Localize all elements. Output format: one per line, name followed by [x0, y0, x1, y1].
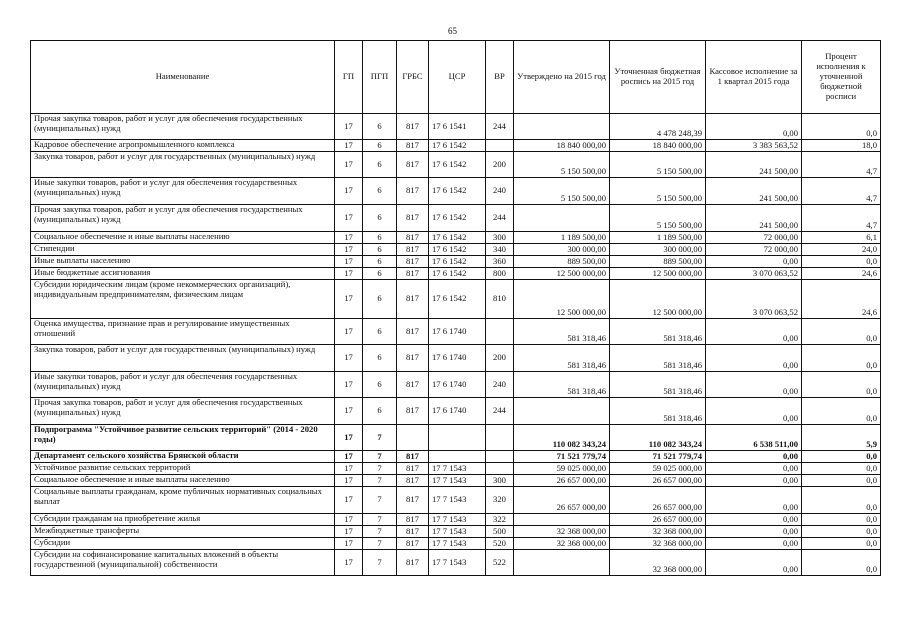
table-cell-vr: 300 [486, 232, 514, 244]
table-cell-csr: 17 6 1542 [429, 244, 486, 256]
table-cell-percent: 0,0 [802, 487, 881, 514]
table-cell-name: Иные выплаты населению [31, 256, 335, 268]
table-cell-gp: 17 [335, 140, 363, 152]
table-cell-refined: 59 025 000,00 [610, 463, 706, 475]
table-cell-percent: 4,7 [802, 205, 881, 232]
table-cell-pgp: 6 [363, 372, 397, 398]
table-cell-percent: 4,7 [802, 152, 881, 178]
table-row [31, 319, 881, 345]
table-cell-name: Прочая закупка товаров, работ и услуг для обеспечения государственных (муниципальных) нужд [31, 205, 335, 232]
table-cell-pgp: 6 [363, 280, 397, 319]
table-cell-csr: 17 6 1542 [429, 178, 486, 205]
table-cell-grbs: 817 [397, 345, 429, 372]
table-cell-grbs: 817 [397, 205, 429, 232]
table-cell-cash: 0,00 [706, 475, 802, 487]
table-cell-percent: 0,0 [802, 475, 881, 487]
table-cell-csr [429, 451, 486, 463]
table-cell-vr: 244 [486, 114, 514, 140]
table-cell-refined: 581 318,46 [610, 345, 706, 372]
table-row [31, 463, 881, 475]
table-cell-percent: 0,0 [802, 319, 881, 345]
table-cell-refined: 4 478 248,39 [610, 114, 706, 140]
table-cell-pgp: 7 [363, 475, 397, 487]
table-cell-gp: 17 [335, 463, 363, 475]
table-cell-refined: 300 000,00 [610, 244, 706, 256]
table-cell-refined: 32 368 000,00 [610, 526, 706, 538]
table-cell-gp: 17 [335, 538, 363, 550]
table-cell-approved: 59 025 000,00 [514, 463, 610, 475]
table-cell-vr: 240 [486, 372, 514, 398]
table-cell-vr: 810 [486, 280, 514, 319]
table-cell-name: Субсидии на софинансирование капитальных вложений в объекты государственной (муниципальной) собственности [31, 550, 335, 576]
table-cell-pgp: 6 [363, 319, 397, 345]
table-cell-percent: 4,7 [802, 178, 881, 205]
table-cell-name: Социальное обеспечение и иные выплаты населению [31, 475, 335, 487]
table-cell-vr: 244 [486, 398, 514, 425]
table-cell-vr: 200 [486, 152, 514, 178]
table-cell-gp: 17 [335, 451, 363, 463]
table-cell-cash: 72 000,00 [706, 232, 802, 244]
table-cell-refined: 1 189 500,00 [610, 232, 706, 244]
table-cell-csr: 17 7 1543 [429, 475, 486, 487]
table-cell-cash: 0,00 [706, 398, 802, 425]
table-cell-vr [486, 463, 514, 475]
table-cell-vr: 320 [486, 487, 514, 514]
table-cell-pgp: 7 [363, 526, 397, 538]
table-row [31, 398, 881, 425]
table-cell-approved: 18 840 000,00 [514, 140, 610, 152]
table-cell-cash: 241 500,00 [706, 152, 802, 178]
table-cell-vr: 240 [486, 178, 514, 205]
table-cell-cash: 3 070 063,52 [706, 268, 802, 280]
table-cell-gp: 17 [335, 345, 363, 372]
header-grbs: ГРБС [397, 41, 429, 114]
table-cell-refined: 12 500 000,00 [610, 268, 706, 280]
table-cell-grbs: 817 [397, 280, 429, 319]
table-cell-refined: 581 318,46 [610, 398, 706, 425]
table-cell-approved: 110 082 343,24 [514, 425, 610, 451]
table-cell-vr [486, 451, 514, 463]
table-cell-gp: 17 [335, 398, 363, 425]
table-cell-percent: 0,0 [802, 345, 881, 372]
header-name: Наименование [31, 41, 335, 114]
table-cell-csr: 17 6 1740 [429, 398, 486, 425]
table-cell-name: Подпрограмма "Устойчивое развитие сельских территорий" (2014 - 2020 годы) [31, 425, 335, 451]
table-cell-vr: 322 [486, 514, 514, 526]
table-row [31, 268, 881, 280]
table-row [31, 178, 881, 205]
table-cell-percent: 0,0 [802, 451, 881, 463]
table-cell-vr: 300 [486, 475, 514, 487]
table-cell-approved: 12 500 000,00 [514, 280, 610, 319]
table-cell-grbs: 817 [397, 178, 429, 205]
table-row [31, 205, 881, 232]
table-cell-pgp: 6 [363, 232, 397, 244]
table-cell-gp: 17 [335, 268, 363, 280]
table-cell-refined: 889 500,00 [610, 256, 706, 268]
table-cell-gp: 17 [335, 205, 363, 232]
table-cell-pgp: 6 [363, 244, 397, 256]
table-cell-refined: 71 521 779,74 [610, 451, 706, 463]
table-cell-name: Департамент сельского хозяйства Брянской области [31, 451, 335, 463]
table-cell-refined: 5 150 500,00 [610, 205, 706, 232]
table-cell-percent: 24,0 [802, 244, 881, 256]
table-cell-name: Устойчивое развитие сельских территорий [31, 463, 335, 475]
table-cell-percent: 6,1 [802, 232, 881, 244]
table-cell-csr: 17 6 1542 [429, 152, 486, 178]
table-cell-grbs: 817 [397, 114, 429, 140]
table-cell-grbs: 817 [397, 319, 429, 345]
table-cell-pgp: 7 [363, 538, 397, 550]
table-cell-percent: 0,0 [802, 526, 881, 538]
table-cell-name: Социальные выплаты гражданам, кроме публичных нормативных социальных выплат [31, 487, 335, 514]
table-cell-gp: 17 [335, 425, 363, 451]
table-cell-grbs: 817 [397, 463, 429, 475]
table-cell-percent: 0,0 [802, 514, 881, 526]
table-cell-refined: 32 368 000,00 [610, 550, 706, 576]
table-cell-approved: 581 318,46 [514, 372, 610, 398]
table-row [31, 232, 881, 244]
table-cell-grbs: 817 [397, 256, 429, 268]
table-cell-pgp: 6 [363, 205, 397, 232]
header-cash: Кассовое исполнение за 1 квартал 2015 года [706, 41, 802, 114]
table-row [31, 526, 881, 538]
table-cell-vr: 244 [486, 205, 514, 232]
table-cell-csr: 17 6 1541 [429, 114, 486, 140]
table-cell-vr: 340 [486, 244, 514, 256]
table-cell-gp: 17 [335, 114, 363, 140]
table-cell-refined: 26 657 000,00 [610, 487, 706, 514]
table-cell-csr [429, 425, 486, 451]
table-cell-name: Иные закупки товаров, работ и услуг для обеспечения государственных (муниципальных) нужд [31, 372, 335, 398]
table-cell-grbs: 817 [397, 372, 429, 398]
table-cell-percent: 0,0 [802, 114, 881, 140]
table-row [31, 451, 881, 463]
table-cell-approved: 26 657 000,00 [514, 487, 610, 514]
table-header-row [31, 41, 881, 114]
table-row [31, 114, 881, 140]
table-cell-gp: 17 [335, 526, 363, 538]
header-approved: Утверждено на 2015 год [514, 41, 610, 114]
table-cell-pgp: 7 [363, 550, 397, 576]
table-cell-cash: 0,00 [706, 550, 802, 576]
table-cell-refined: 12 500 000,00 [610, 280, 706, 319]
table-cell-csr: 17 6 1542 [429, 268, 486, 280]
table-cell-percent: 24,6 [802, 268, 881, 280]
table-cell-approved: 889 500,00 [514, 256, 610, 268]
table-cell-refined: 5 150 500,00 [610, 152, 706, 178]
table-cell-refined: 110 082 343,24 [610, 425, 706, 451]
table-cell-name: Иные бюджетные ассигнования [31, 268, 335, 280]
table-row [31, 256, 881, 268]
table-cell-name: Межбюджетные трансферты [31, 526, 335, 538]
table-cell-pgp: 6 [363, 114, 397, 140]
table-cell-gp: 17 [335, 256, 363, 268]
table-cell-csr: 17 7 1543 [429, 526, 486, 538]
table-cell-percent: 0,0 [802, 372, 881, 398]
table-row [31, 280, 881, 319]
table-row [31, 475, 881, 487]
budget-table [30, 40, 881, 576]
table-cell-grbs: 817 [397, 550, 429, 576]
table-cell-name: Стипендии [31, 244, 335, 256]
table-cell-name: Субсидии юридическим лицам (кроме некоммерческих организаций), индивидуальным предпринимателям, физическим лицам [31, 280, 335, 319]
table-cell-cash: 0,00 [706, 526, 802, 538]
table-cell-csr: 17 7 1543 [429, 487, 486, 514]
table-cell-approved: 71 521 779,74 [514, 451, 610, 463]
table-cell-csr: 17 6 1542 [429, 140, 486, 152]
table-cell-grbs: 817 [397, 152, 429, 178]
table-cell-pgp: 7 [363, 514, 397, 526]
table-cell-cash: 0,00 [706, 538, 802, 550]
header-gp: ГП [335, 41, 363, 114]
table-row [31, 372, 881, 398]
table-cell-cash: 0,00 [706, 114, 802, 140]
table-cell-percent: 5,9 [802, 425, 881, 451]
table-cell-percent: 18,0 [802, 140, 881, 152]
table-cell-name: Прочая закупка товаров, работ и услуг для обеспечения государственных (муниципальных) нужд [31, 114, 335, 140]
table-cell-gp: 17 [335, 475, 363, 487]
table-cell-pgp: 7 [363, 425, 397, 451]
table-cell-cash: 72 000,00 [706, 244, 802, 256]
table-cell-csr: 17 6 1542 [429, 205, 486, 232]
table-cell-approved: 1 189 500,00 [514, 232, 610, 244]
table-cell-pgp: 7 [363, 463, 397, 475]
table-cell-pgp: 6 [363, 178, 397, 205]
table-cell-pgp: 7 [363, 487, 397, 514]
table-cell-percent: 24,6 [802, 280, 881, 319]
page-number: 65 [448, 26, 457, 36]
table-cell-gp: 17 [335, 514, 363, 526]
table-cell-grbs: 817 [397, 451, 429, 463]
table-cell-vr: 522 [486, 550, 514, 576]
table-cell-grbs: 817 [397, 268, 429, 280]
table-cell-cash: 3 070 063,52 [706, 280, 802, 319]
table-cell-csr: 17 6 1542 [429, 232, 486, 244]
table-cell-refined: 26 657 000,00 [610, 475, 706, 487]
table-cell-approved [514, 514, 610, 526]
table-cell-name: Субсидии [31, 538, 335, 550]
table-cell-gp: 17 [335, 232, 363, 244]
table-cell-approved [514, 398, 610, 425]
table-cell-pgp: 7 [363, 451, 397, 463]
table-cell-cash: 0,00 [706, 345, 802, 372]
table-cell-cash: 241 500,00 [706, 178, 802, 205]
table-row [31, 140, 881, 152]
table-cell-approved: 5 150 500,00 [514, 152, 610, 178]
table-cell-csr: 17 7 1543 [429, 550, 486, 576]
table-cell-refined: 581 318,46 [610, 372, 706, 398]
table-cell-csr: 17 6 1740 [429, 372, 486, 398]
table-cell-gp: 17 [335, 372, 363, 398]
table-row [31, 514, 881, 526]
table-cell-approved [514, 114, 610, 140]
table-cell-cash: 0,00 [706, 256, 802, 268]
table-cell-name: Социальное обеспечение и иные выплаты населению [31, 232, 335, 244]
table-cell-name: Субсидии гражданам на приобретение жилья [31, 514, 335, 526]
table-cell-approved: 5 150 500,00 [514, 178, 610, 205]
table-cell-name: Закупка товаров, работ и услуг для государственных (муниципальных) нужд [31, 345, 335, 372]
table-cell-grbs: 817 [397, 526, 429, 538]
table-cell-pgp: 6 [363, 345, 397, 372]
table-cell-csr: 17 7 1543 [429, 538, 486, 550]
table-cell-cash: 0,00 [706, 451, 802, 463]
header-percent: Процент исполнения к уточненной бюджетной росписи [802, 41, 881, 114]
table-cell-grbs: 817 [397, 398, 429, 425]
table-cell-name: Иные закупки товаров, работ и услуг для обеспечения государственных (муниципальных) нужд [31, 178, 335, 205]
table-cell-vr [486, 140, 514, 152]
table-cell-name: Оценка имущества, признание прав и регулирование имущественных отношений [31, 319, 335, 345]
table-cell-gp: 17 [335, 487, 363, 514]
table-cell-refined: 18 840 000,00 [610, 140, 706, 152]
table-cell-csr: 17 6 1542 [429, 280, 486, 319]
header-vr: ВР [486, 41, 514, 114]
table-body [31, 114, 881, 576]
table-cell-approved: 300 000,00 [514, 244, 610, 256]
table-cell-cash: 3 383 563,52 [706, 140, 802, 152]
table-cell-approved: 32 368 000,00 [514, 526, 610, 538]
table-cell-pgp: 6 [363, 268, 397, 280]
table-cell-pgp: 6 [363, 140, 397, 152]
table-cell-gp: 17 [335, 319, 363, 345]
table-cell-name: Кадровое обеспечение агропромышленного комплекса [31, 140, 335, 152]
table-cell-gp: 17 [335, 550, 363, 576]
table-cell-gp: 17 [335, 178, 363, 205]
table-cell-vr [486, 425, 514, 451]
table-cell-refined: 32 368 000,00 [610, 538, 706, 550]
table-cell-gp: 17 [335, 152, 363, 178]
table-cell-approved [514, 550, 610, 576]
table-cell-vr: 200 [486, 345, 514, 372]
table-cell-vr [486, 319, 514, 345]
table-cell-csr: 17 7 1543 [429, 463, 486, 475]
table-row [31, 425, 881, 451]
table-cell-csr: 17 7 1543 [429, 514, 486, 526]
table-cell-grbs: 817 [397, 538, 429, 550]
table-row [31, 550, 881, 576]
table-cell-percent: 0,0 [802, 256, 881, 268]
table-cell-cash: 0,00 [706, 463, 802, 475]
table-row [31, 152, 881, 178]
table-cell-approved: 581 318,46 [514, 345, 610, 372]
table-cell-pgp: 6 [363, 256, 397, 268]
table-cell-cash: 0,00 [706, 372, 802, 398]
table-cell-name: Прочая закупка товаров, работ и услуг для обеспечения государственных (муниципальных) нужд [31, 398, 335, 425]
table-cell-csr: 17 6 1740 [429, 319, 486, 345]
table-cell-approved: 581 318,46 [514, 319, 610, 345]
table-cell-cash: 0,00 [706, 487, 802, 514]
table-row [31, 244, 881, 256]
table-cell-grbs: 817 [397, 475, 429, 487]
table-cell-name: Закупка товаров, работ и услуг для государственных (муниципальных) нужд [31, 152, 335, 178]
header-pgp: ПГП [363, 41, 397, 114]
table-cell-percent: 0,0 [802, 538, 881, 550]
table-cell-cash: 6 538 511,00 [706, 425, 802, 451]
table-cell-cash: 0,00 [706, 514, 802, 526]
table-cell-approved [514, 205, 610, 232]
table-cell-grbs [397, 425, 429, 451]
table-cell-grbs: 817 [397, 244, 429, 256]
table-cell-vr: 800 [486, 268, 514, 280]
header-refined: Уточненная бюджетная роспись на 2015 год [610, 41, 706, 114]
table-cell-vr: 500 [486, 526, 514, 538]
table-cell-percent: 0,0 [802, 550, 881, 576]
table-cell-pgp: 6 [363, 398, 397, 425]
table-cell-grbs: 817 [397, 514, 429, 526]
table-cell-approved: 26 657 000,00 [514, 475, 610, 487]
table-cell-cash: 0,00 [706, 319, 802, 345]
table-cell-csr: 17 6 1542 [429, 256, 486, 268]
table-cell-gp: 17 [335, 280, 363, 319]
table-cell-percent: 0,0 [802, 463, 881, 475]
table-row [31, 345, 881, 372]
table-cell-pgp: 6 [363, 152, 397, 178]
table-cell-approved: 12 500 000,00 [514, 268, 610, 280]
table-cell-gp: 17 [335, 244, 363, 256]
table-cell-grbs: 817 [397, 140, 429, 152]
table-cell-cash: 241 500,00 [706, 205, 802, 232]
table-cell-refined: 5 150 500,00 [610, 178, 706, 205]
table-row [31, 487, 881, 514]
table-cell-grbs: 817 [397, 487, 429, 514]
table-cell-vr: 520 [486, 538, 514, 550]
table-cell-refined: 581 318,46 [610, 319, 706, 345]
table-cell-vr: 360 [486, 256, 514, 268]
header-csr: ЦСР [429, 41, 486, 114]
table-cell-csr: 17 6 1740 [429, 345, 486, 372]
table-cell-grbs: 817 [397, 232, 429, 244]
table-cell-approved: 32 368 000,00 [514, 538, 610, 550]
table-cell-refined: 26 657 000,00 [610, 514, 706, 526]
table-row [31, 538, 881, 550]
table-cell-percent: 0,0 [802, 398, 881, 425]
